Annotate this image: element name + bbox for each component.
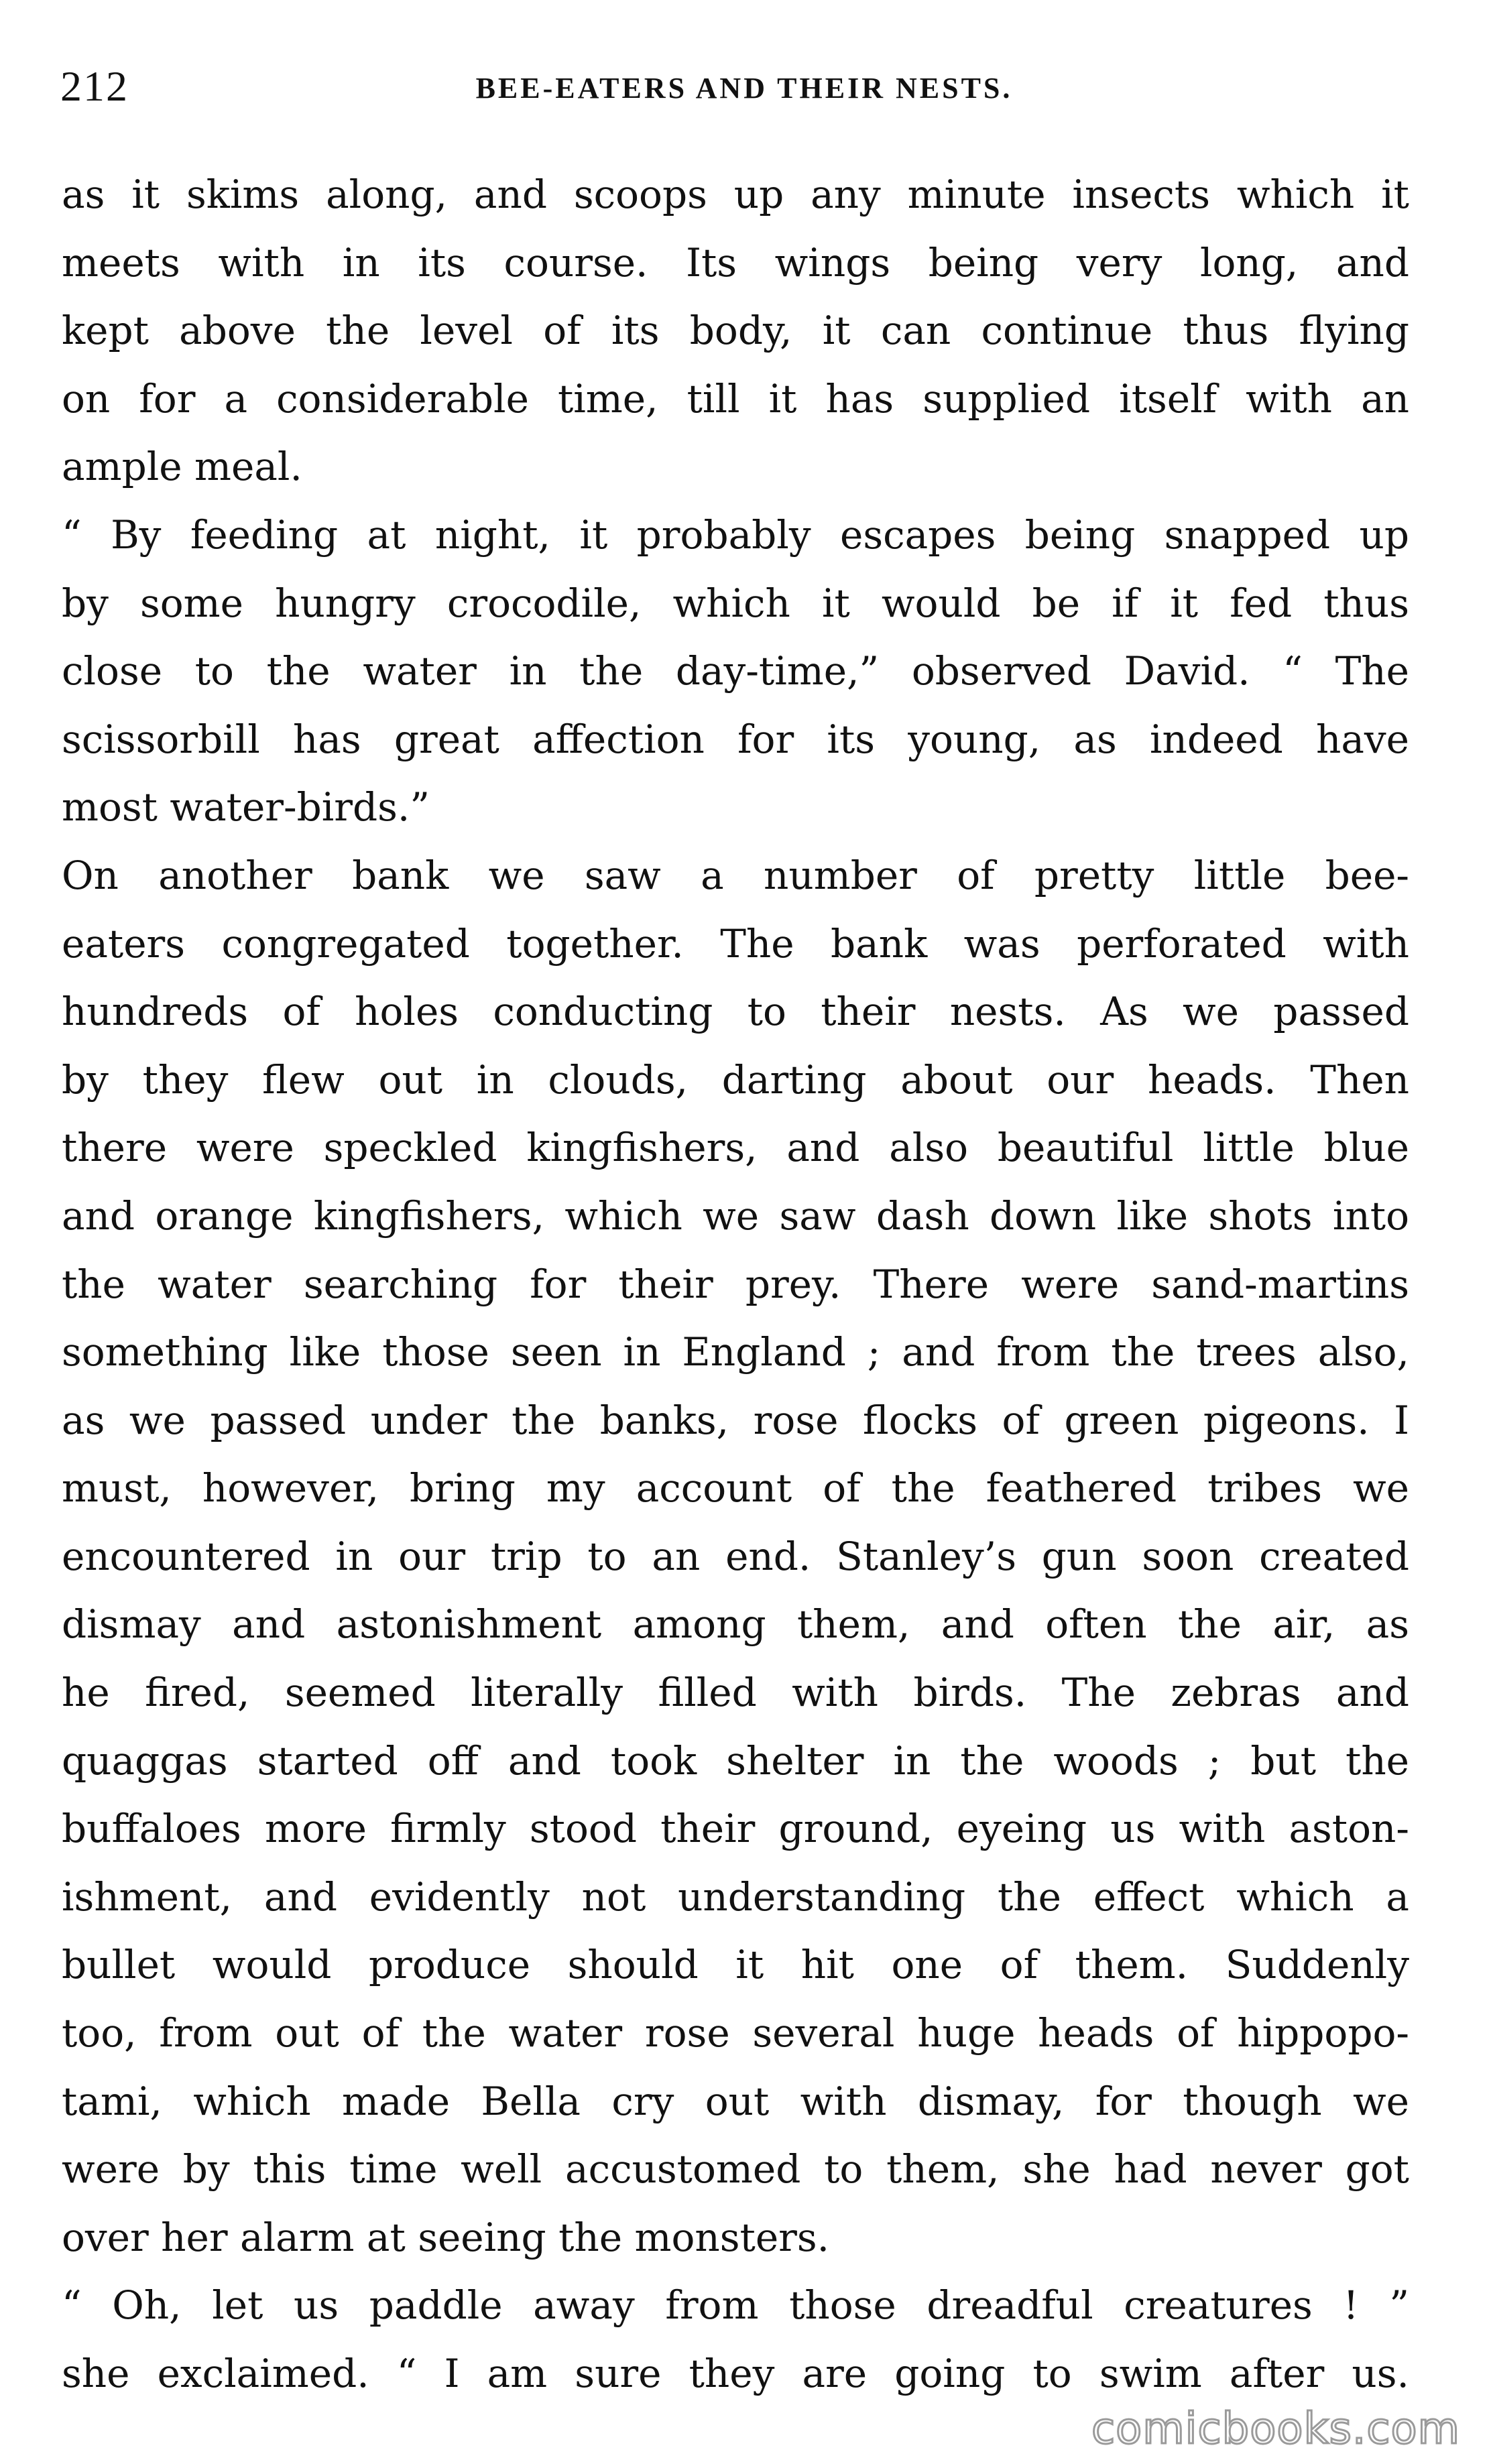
text-line: scissorbill has great affection for its young, as indeed have [62,716,1409,762]
text-line: as it skims along, and scoops up any minute insects which it [62,172,1409,217]
text-line: over her alarm at seeing the monsters. [62,2214,830,2260]
text-line: encountered in our trip to an end. Stanley’s gun soon created [62,1533,1409,1579]
text-line: ishment, and evidently not understanding the effect which a [62,1873,1409,1920]
text-line: hundreds of holes conducting to their nests. As we passed [62,989,1409,1035]
text-line: something like those seen in England ; and from the trees also, [62,1329,1409,1375]
text-line: buffaloes more firmly stood their ground, eyeing us with aston- [62,1806,1409,1852]
text-line: too, from out of the water rose several huge heads of hippopo- [62,2010,1409,2056]
text-line: close to the water in the day-time,” observed David. “ The [62,648,1409,694]
text-line: were by this time well accustomed to them, she had never got [62,2146,1409,2193]
text-line: by some hungry crocodile, which it would be if it fed thus [62,580,1409,626]
text-line: ample meal. [62,444,302,490]
text-line: quaggas started off and took shelter in the woods ; but the [62,1737,1409,1784]
text-line: bullet would produce should it hit one of them. Suddenly [62,1942,1409,1988]
running-title: BEE-EATERS AND THEIR NESTS. [475,72,1013,105]
text-line: meets with in its course. Its wings being very long, and [62,239,1409,286]
text-line: and orange kingfishers, which we saw dash down like shots into [62,1192,1409,1239]
text-line: “ By feeding at night, it probably escapes being snapped up [62,511,1409,558]
text-line: dismay and astonishment among them, and often the air, as [62,1601,1409,1648]
running-head [60,56,1428,117]
text-line: most water-birds.” [62,784,430,830]
text-line: as we passed under the banks, rose flocks of green pigeons. I [62,1397,1409,1443]
text-line: by they flew out in clouds, darting about our heads. Then [62,1056,1409,1103]
text-line: there were speckled kingfishers, and also beautiful little blue [62,1125,1409,1171]
text-line: must, however, bring my account of the feathered tribes we [62,1465,1409,1512]
text-line: “ Oh, let us paddle away from those dreadful creatures ! ” [62,2282,1409,2329]
watermark: comicbooks.com [1091,2404,1460,2454]
page-number: 212 [60,62,129,110]
text-line: On another bank we saw a number of pretty little bee- [62,852,1409,898]
body-text [62,161,1409,2408]
text-line: on for a considerable time, till it has supplied itself with an [62,375,1409,422]
text-line: he fired, seemed literally filled with birds. The zebras and [62,1670,1409,1716]
text-line: kept above the level of its body, it can continue thus flying [62,308,1409,354]
text-line: tami, which made Bella cry out with dismay, for though we [62,2078,1409,2124]
text-line: she exclaimed. “ I am sure they are going to swim after us. [62,2351,1409,2396]
text-line: the water searching for their prey. There were sand-martins [62,1261,1409,1307]
text-line: eaters congregated together. The bank was perforated with [62,920,1409,967]
